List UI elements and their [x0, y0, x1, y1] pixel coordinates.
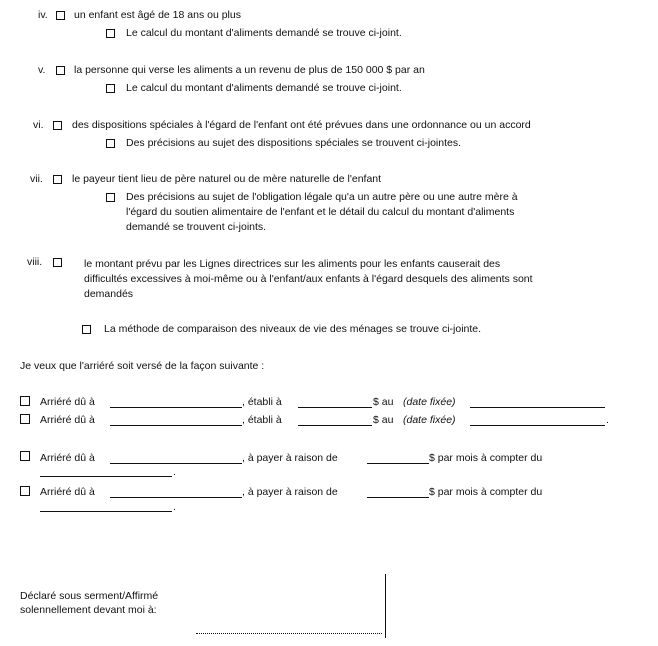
item-vi-text: des dispositions spéciales à l'égard de l'enfant ont été prévues dans une ordonnance ou un accord — [72, 119, 531, 131]
item-iv-number: iv. — [38, 9, 48, 21]
arrears-4-due-label: Arriéré dû à — [40, 486, 95, 498]
arrears-1-due-label: Arriéré dû à — [40, 396, 95, 408]
oath-line-2: solennellement devant moi à: — [20, 604, 157, 616]
arrears-1-established-label: , établi à — [242, 396, 282, 408]
arrears-4-period: . — [173, 501, 176, 513]
oath-line-1: Déclaré sous serment/Affirmé — [20, 590, 159, 602]
item-vii-checkbox[interactable] — [53, 175, 62, 184]
arrears-4-checkbox[interactable] — [20, 486, 30, 496]
arrears-1-date-label: (date fixée) — [403, 396, 456, 408]
item-v-checkbox[interactable] — [56, 66, 65, 75]
arrears-1-checkbox[interactable] — [20, 396, 30, 406]
item-viii-checkbox[interactable] — [53, 258, 62, 267]
item-viii-sub-text: La méthode de comparaison des niveaux de vie des ménages se trouve ci-jointe. — [104, 323, 482, 335]
arrears-intro: Je veux que l'arriéré soit versé de la façon suivante : — [20, 360, 265, 372]
item-vii-sub-checkbox[interactable] — [106, 193, 115, 202]
arrears-2-period: . — [606, 414, 609, 426]
arrears-3-amount-field[interactable] — [367, 463, 429, 464]
arrears-3-checkbox[interactable] — [20, 451, 30, 461]
arrears-1-amount-field[interactable] — [298, 407, 372, 408]
arrears-3-due-field[interactable] — [110, 463, 242, 464]
arrears-3-period: . — [173, 466, 176, 478]
arrears-1-date-field[interactable] — [470, 407, 605, 408]
arrears-3-due-label: Arriéré dû à — [40, 452, 95, 464]
item-vii-number: vii. — [30, 173, 43, 185]
item-vii-sub-text-1: Des précisions au sujet de l'obligation légale qu'a un autre père ou une autre mère à — [126, 191, 518, 203]
arrears-2-date-label: (date fixée) — [403, 414, 456, 426]
item-iv-sub-text: Le calcul du montant d'aliments demandé se trouve ci-joint. — [126, 27, 402, 39]
arrears-2-date-field[interactable] — [470, 425, 605, 426]
item-v-sub-text: Le calcul du montant d'aliments demandé se trouve ci-joint. — [126, 82, 402, 94]
item-vi-sub-checkbox[interactable] — [106, 139, 115, 148]
item-iv-checkbox[interactable] — [56, 11, 65, 20]
arrears-2-due-field[interactable] — [110, 425, 242, 426]
item-vi-sub-text: Des précisions au sujet des dispositions spéciales se trouvent ci-jointes. — [126, 137, 462, 149]
item-vii-text: le payeur tient lieu de père naturel ou de mère naturelle de l'enfant — [72, 173, 382, 185]
item-viii-number: viii. — [27, 256, 43, 268]
oath-location-field[interactable] — [196, 633, 382, 634]
item-viii-sub-checkbox[interactable] — [82, 325, 91, 334]
arrears-3-pay-rate-label: , à payer à raison de — [242, 452, 338, 464]
arrears-1-due-field[interactable] — [110, 407, 242, 408]
arrears-2-dollar-au: $ au — [373, 414, 394, 426]
item-iv-text: un enfant est âgé de 18 ans ou plus — [74, 9, 241, 21]
item-iv-sub-checkbox[interactable] — [106, 29, 115, 38]
item-vi-checkbox[interactable] — [53, 121, 62, 130]
item-viii-text-2: difficultés excessives à moi-même ou à l'enfant/aux enfants à l'égard desquels des aliments sont — [84, 273, 533, 285]
arrears-2-due-label: Arriéré dû à — [40, 414, 95, 426]
arrears-3-start-date-field[interactable] — [40, 476, 172, 477]
item-v-sub-checkbox[interactable] — [106, 84, 115, 93]
item-v-number: v. — [38, 64, 46, 76]
arrears-2-established-label: , établi à — [242, 414, 282, 426]
oath-box-divider — [385, 574, 386, 638]
arrears-4-pay-rate-label: , à payer à raison de — [242, 486, 338, 498]
item-vii-sub-text-2: l'égard du soutien alimentaire de l'enfant et le détail du calcul du montant d'aliments — [126, 206, 515, 218]
arrears-1-dollar-au: $ au — [373, 396, 394, 408]
arrears-4-start-date-field[interactable] — [40, 511, 172, 512]
item-vi-number: vi. — [33, 119, 44, 131]
item-viii-text-3: demandés — [84, 288, 134, 300]
item-v-text: la personne qui verse les aliments a un revenu de plus de 150 000 $ par an — [74, 64, 425, 76]
arrears-4-per-month: $ par mois à compter du — [429, 486, 543, 498]
arrears-4-due-field[interactable] — [110, 497, 242, 498]
item-vii-sub-text-3: demandé se trouvent ci-joints. — [126, 221, 267, 233]
arrears-2-checkbox[interactable] — [20, 414, 30, 424]
item-viii-text-1: le montant prévu par les Lignes directrices sur les aliments pour les enfants causerait des — [84, 258, 501, 270]
arrears-4-amount-field[interactable] — [367, 497, 429, 498]
arrears-3-per-month: $ par mois à compter du — [429, 452, 543, 464]
arrears-2-amount-field[interactable] — [298, 425, 372, 426]
